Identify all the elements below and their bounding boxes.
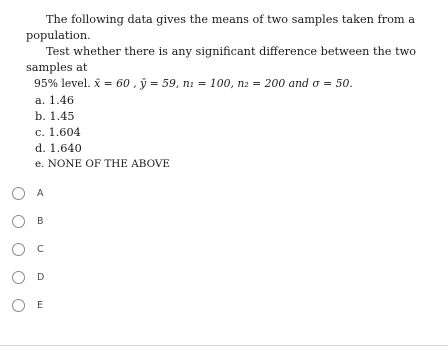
significance-level: 95% level. bbox=[34, 77, 91, 90]
radio-button-icon[interactable] bbox=[12, 271, 25, 284]
answer-option-b[interactable] bbox=[12, 213, 132, 233]
question-line-4: samples at bbox=[26, 61, 88, 74]
answer-label: C bbox=[37, 244, 44, 255]
answer-label: A bbox=[37, 188, 44, 199]
radio-button-icon[interactable] bbox=[12, 215, 25, 228]
question-line-2: population. bbox=[26, 29, 91, 42]
answer-label: B bbox=[37, 216, 44, 227]
answer-option-d[interactable] bbox=[12, 269, 132, 289]
question-line-5 bbox=[34, 76, 353, 92]
question-line-3: Test whether there is any significant difference between the two bbox=[46, 45, 417, 58]
answer-options bbox=[0, 185, 448, 325]
radio-button-icon[interactable] bbox=[12, 299, 25, 312]
radio-button-icon[interactable] bbox=[12, 243, 25, 256]
choice-b-text: b. 1.45 bbox=[35, 110, 75, 123]
given-values: x̄ = 60 , ȳ = 59, n₁ = 100, n₂ = 200 and σ = 50. bbox=[94, 77, 353, 90]
choice-e-text: e. NONE OF THE ABOVE bbox=[35, 158, 171, 170]
answer-label: D bbox=[37, 272, 45, 283]
question-line-1: The following data gives the means of two samples taken from a bbox=[46, 13, 415, 26]
answer-option-a[interactable] bbox=[12, 185, 132, 205]
choice-c-text: c. 1.604 bbox=[35, 126, 81, 139]
radio-button-icon[interactable] bbox=[12, 187, 25, 200]
answer-option-c[interactable] bbox=[12, 241, 132, 261]
answer-option-e[interactable] bbox=[12, 297, 132, 317]
choice-d-text: d. 1.640 bbox=[35, 142, 82, 155]
divider bbox=[0, 345, 448, 346]
choice-a-text: a. 1.46 bbox=[35, 94, 75, 107]
answer-label: E bbox=[37, 300, 44, 311]
